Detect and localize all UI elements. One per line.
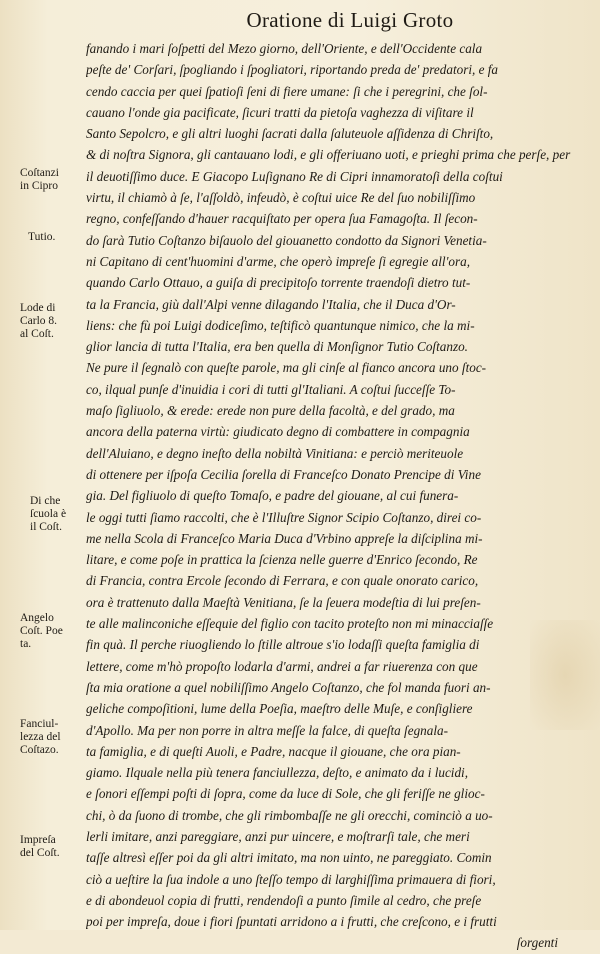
text-line: di ottenere per iſpoſa Cecilia ſorella di Franceſco Donato Prencipe di Vine: [86, 466, 481, 482]
margin-note-line: Di che: [30, 495, 61, 507]
margin-note-line: in Cipro: [20, 180, 59, 192]
text-line: e di abondeuol copia di frutti, rendendoſi a punto ſimile al cedro, che preſe: [86, 892, 482, 908]
margin-note-line: del Coſt.: [20, 847, 60, 859]
text-line: maſo ſigliuolo, & erede: erede non pure della facoltà, e del grado, ma: [86, 403, 455, 419]
margin-note-line: ſcuola è: [30, 508, 67, 520]
text-line: quando Carlo Ottauo, a guiſa di precipitoſo torrente traendoſi dietro tut-: [86, 275, 471, 291]
text-line: co, ilqual punſe d'inuidia i cori di tutti gl'Italiani. A coſtui ſucceſſe To-: [86, 381, 456, 397]
margin-note-fanciullezza: [20, 718, 84, 757]
text-line: do ſarà Tutio Coſtanzo biſauolo del giouanetto condotto da Signori Venetia-: [86, 232, 487, 248]
text-line: te alle malinconiche eſſequie del figlio con tacito proteſto non mi minacciaſſe: [86, 616, 494, 632]
text-line: ta famiglia, e di queſti Auoli, e Padre, nacque il giouane, che ora pian-: [86, 743, 461, 759]
text-line: chi, ò da ſuono di trombe, che gli rimbombaſſe ne gli orecchi, cominciò a uo-: [86, 807, 493, 823]
margin-note-angelo: [20, 612, 84, 651]
text-line: taſſe altresì eſſer poi da gli altri imitato, ma non uinto, ne pareggiato. Comin: [86, 850, 492, 866]
text-line: geliche compoſitioni, lume della Poeſia, maeſtro delle Muſe, e conſigliere: [86, 701, 473, 717]
margin-note-line: Angelo: [20, 612, 54, 624]
body-text: [86, 38, 578, 954]
text-line: me nella Scola di Franceſco Maria Duca d'Vrbino appreſe la diſciplina mi-: [86, 530, 483, 546]
text-line: virtu, il chiamò à ſe, l'aſſoldò, infeudò, è coſtui uice Re del ſuo nobiliſſimo: [86, 190, 476, 206]
margin-note-line: lezza del: [20, 731, 61, 743]
text-line: ora è trattenuto dalla Maeſtà Venitiana, ſe la ſeuera modeſtia di lui preſen-: [86, 594, 481, 610]
text-line: ta la Francia, giù dall'Alpi venne dilagando l'Italia, che il Duca d'Or-: [86, 296, 456, 312]
margin-note-costanzi-cipro: [20, 167, 84, 193]
margin-note-line: Carlo 8.: [20, 315, 58, 327]
text-line: lettere, come m'hò propoſto lodarla d'armi, andrei a far riuerenza con que: [86, 658, 478, 674]
page-header: Oratione di Luigi Groto: [246, 8, 454, 32]
text-line: ſorgenti: [516, 935, 558, 951]
text-line: Santo Sepolcro, e gli altri luoghi ſacrati dalla ſaluteuole aſſidenza di Chriſto,: [86, 126, 494, 142]
text-line: dell'Aluiano, e degno ineſto della nobiltà Vinitiana: e perciò meriteuole: [86, 445, 464, 461]
margin-note-line: ta.: [20, 638, 32, 650]
text-line: ſta mia oratione a quel nobiliſſimo Angelo Coſtanzo, che fol manda fuori an-: [86, 679, 491, 695]
text-line: poi per impreſa, doue i fiori ſpuntati arridono a i frutti, che creſcono, e i frutti: [86, 914, 497, 930]
margin-note-line: Coſtanzi: [20, 167, 59, 179]
text-line: ni Capitano di cent'huomini d'arme, che operò impreſe ſi egregie all'ora,: [86, 253, 471, 269]
text-line: liens: che fù poi Luigi dodiceſimo, teſtificò quantunque nimico, che la mi-: [86, 317, 475, 333]
margin-note-line: Coſtazo.: [20, 744, 59, 756]
text-line: regno, confeſſando d'hauer racquiſtato per opera ſua Famagoſta. Il ſecon-: [86, 211, 478, 227]
text-line: glior lancia di tutta l'Italia, era ben quella di Monſignor Tutio Coſtanzo.: [86, 339, 468, 355]
margin-note-impresa: [20, 834, 84, 860]
text-line: fin quà. Il perche riuogliendo lo ſtille altroue s'io lodaſſi queſta famiglia di: [86, 637, 480, 653]
text-line: peſte de' Corſari, ſpogliando i ſpogliatori, riportando preda de' predatori, e fa: [86, 62, 498, 78]
text-line: ancora della paterna virtù: giudicato degno di combattere in compagnia: [86, 424, 470, 440]
margin-note-line: Coſt. Poe: [20, 625, 63, 637]
text-line: d'Apollo. Ma per non porre in altra meſſe la falce, di queſta ſegnala-: [86, 722, 449, 738]
text-line: gia. Del figliuolo di queſto Tomaſo, e padre del giouane, al cui funera-: [86, 488, 459, 504]
text-line: di Francia, contra Ercole ſecondo di Ferrara, e con quale onorato carico,: [86, 573, 479, 589]
margin-note-line: Impreſa: [20, 834, 56, 846]
text-line: Ne pure il ſegnalò con queſte parole, ma gli cinſe al fianco ancora uno ſtoc-: [86, 360, 487, 376]
text-line: litare, e come poſe in prattica la ſcienza nelle guerre d'Enrico ſecondo, Re: [86, 552, 478, 568]
text-line: e ſonori eſſempi poſti di ſopra, come da luce di Sole, che gli feriſſe ne glioc-: [86, 786, 485, 802]
text-line: le oggi tutti ſiamo raccolti, che è l'Illuſtre Signor Scipio Coſtanzo, direi co-: [86, 509, 482, 525]
margin-note-line: il Coſt.: [30, 521, 62, 533]
margin-note-scuola: [30, 495, 94, 534]
margin-note-line: Tutio.: [28, 231, 56, 243]
margin-note-line: Lode di: [20, 302, 56, 314]
text-line: il deuotiſſimo duce. E Giacopo Luſignano Re di Cipri innamoratoſi della coſtui: [86, 168, 503, 184]
text-line: fanando i mari ſoſpetti del Mezo giorno, dell'Oriente, e dell'Occidente cala: [86, 41, 483, 56]
margin-note-line: al Coſt.: [20, 328, 54, 340]
margin-note-line: Fanciul-: [20, 718, 59, 730]
margin-note-lode-carlo: [20, 302, 84, 341]
text-line: & di noſtra Signora, gli cantauano lodi, e gli offeriuano uoti, e prieghi prima che perſe, per: [86, 147, 571, 163]
text-line: giamo. Ilquale nella più tenera fanciullezza, deſto, e animato da i lucidi,: [86, 765, 469, 781]
text-line: ciò a ueſtire la ſua indole a uno ſteſſo tempo di larghiſſima primauera di fiori,: [86, 871, 496, 887]
text-line: lerli imitare, anzi pareggiare, anzi pur uincere, e moſtrarſi tale, che meri: [86, 828, 470, 844]
margin-note-tutio: [28, 231, 92, 244]
text-line: cauano l'onde gia pacificate, ſicuri tratti da pietoſa vaghezza di viſitare il: [86, 104, 474, 120]
text-line: cendo caccia per quei ſpatioſi ſeni di fiere umane: ſi che i peregrini, che ſol-: [86, 83, 488, 99]
